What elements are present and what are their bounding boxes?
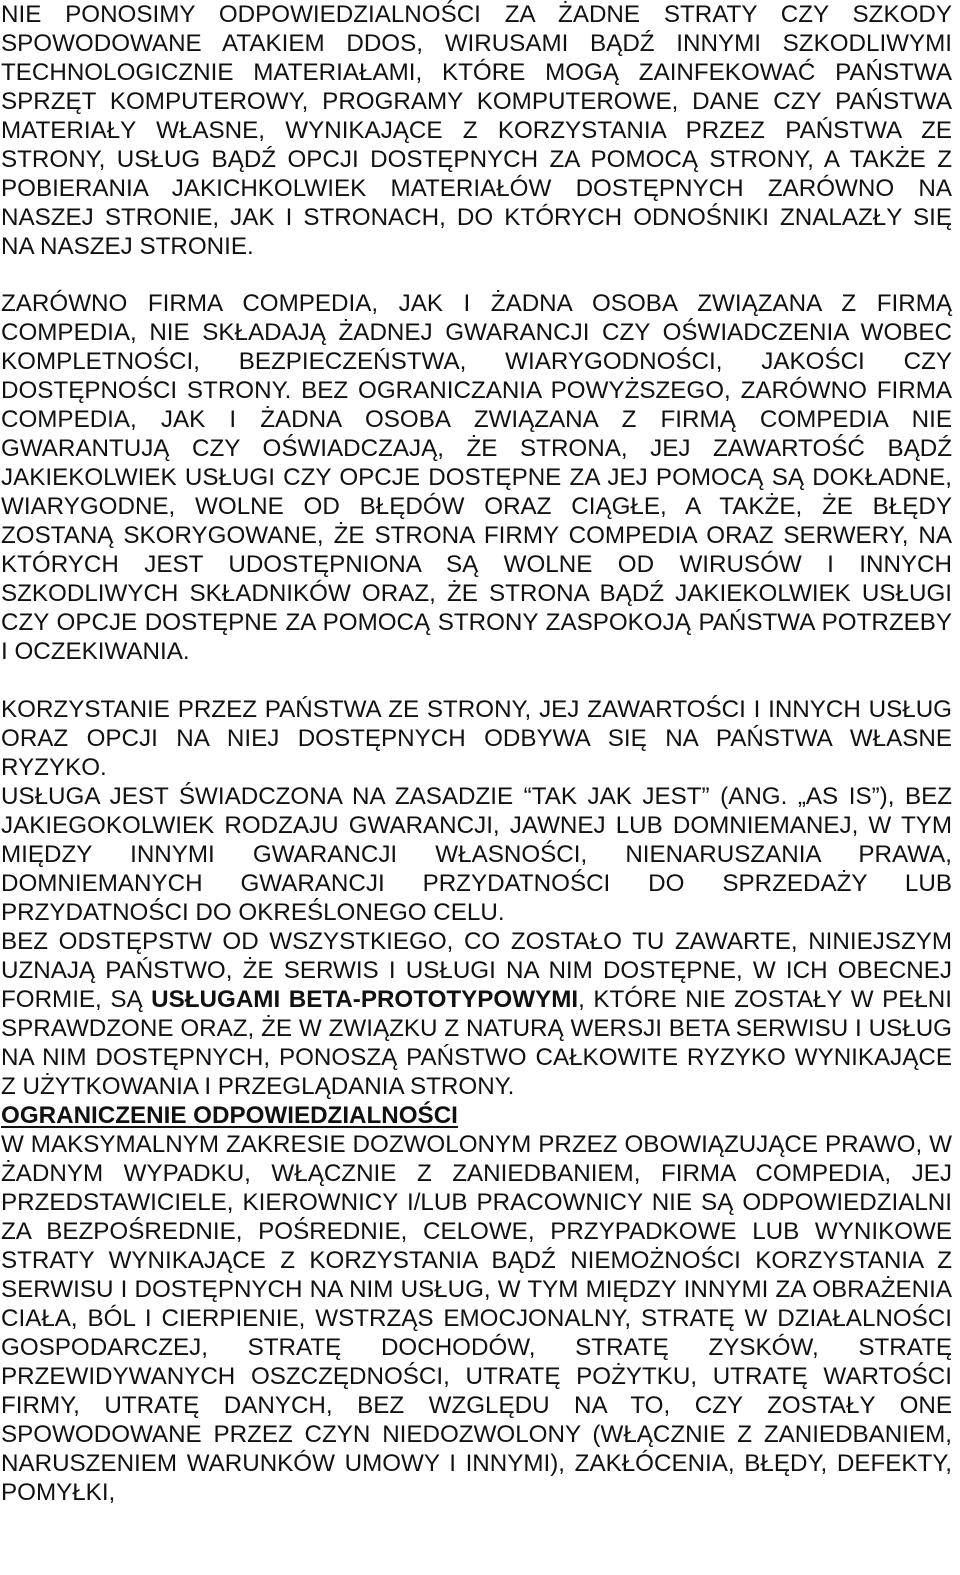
paragraph-own-risk: KORZYSTANIE PRZEZ PAŃSTWA ZE STRONY, JEJ ZAWARTOŚCI I INNYCH USŁUG ORAZ OPCJI NA NIEJ DOSTĘPNYCH ODBYWA SIĘ NA PAŃSTWA WŁASNE RYZYKO.: [1, 696, 952, 781]
paragraph-no-warranty: ZARÓWNO FIRMA COMPEDIA, JAK I ŻADNA OSOBA ZWIĄZANA Z FIRMĄ COMPEDIA, NIE SKŁADAJĄ ŻADNEJ GWARANCJI CZY OŚWIADCZENIA WOBEC KOMPLETNOŚCI, BEZPIECZEŃSTWA, WIARYGODNOŚCI, JAKOŚCI CZY DOSTĘPNOŚCI STRONY. BEZ OGRANICZANIA POWYŻSZEGO, ZARÓWNO FIRMA COMPEDIA, JAK I ŻADNA OSOBA ZWIĄZANA Z FIRMĄ COMPEDIA NIE GWARANTUJĄ CZY OŚWIADCZAJĄ, ŻE STRONA, JEJ ZAWARTOŚĆ BĄDŹ JAKIEKOLWIEK USŁUGI CZY OPCJE DOSTĘPNE ZA JEJ POMOCĄ SĄ DOKŁADNE, WIARYGODNE, WOLNE OD BŁĘDÓW ORAZ CIĄGŁE, A TAKŻE, ŻE BŁĘDY ZOSTANĄ SKORYGOWANE, ŻE STRONA FIRMY COMPEDIA ORAZ SERWERY, NA KTÓRYCH JEST UDOSTĘPNIONA SĄ WOLNE OD WIRUSÓW I INNYCH SZKODLIWYCH SKŁADNIKÓW ORAZ, ŻE STRONA BĄDŹ JAKIEKOLWIEK USŁUGI CZY OPCJE DOSTĘPNE ZA POMOCĄ STRONY ZASPOKOJĄ PAŃSTWA POTRZEBY I OCZEKIWANIA.: [1, 290, 952, 665]
beta-emphasis: USŁUGAMI BETA-PROTOTYPOWYMI: [151, 986, 579, 1013]
section-heading-limitation: OGRANICZENIE ODPOWIEDZIALNOŚCI: [1, 1102, 458, 1129]
beta-text-after: , KTÓRE NIE ZOSTAŁY W PEŁNI SPRAWDZONE ORAZ, ŻE W ZWIĄZKU Z NATURĄ WERSJI BETA SERWISU I USŁUG NA NIM DOSTĘPNYCH, PONOSZĄ PAŃSTWO CAŁKOWITE RYZYKO WYNIKAJĄCE Z UŻYTKOWANIA I PRZEGLĄDANIA STRONY.: [1, 986, 952, 1100]
paragraph-beta-services: [1, 927, 952, 1101]
paragraph-liability-malware: NIE PONOSIMY ODPOWIEDZIALNOŚCI ZA ŻADNE STRATY CZY SZKODY SPOWODOWANE ATAKIEM DDOS, WIRUSAMI BĄDŹ INNYMI SZKODLIWYMI TECHNOLOGICZNIE MATERIAŁAMI, KTÓRE MOGĄ ZAINFEKOWAĆ PAŃSTWA SPRZĘT KOMPUTEROWY, PROGRAMY KOMPUTEROWE, DANE CZY PAŃSTWA MATERIAŁY WŁASNE, WYNIKAJĄCE Z KORZYSTANIA PRZEZ PAŃSTWA ZE STRONY, USŁUG BĄDŹ OPCJI DOSTĘPNYCH ZA POMOCĄ STRONY, A TAKŻE Z POBIERANIA JAKICHKOLWIEK MATERIAŁÓW DOSTĘPNYCH ZARÓWNO NA NASZEJ STRONIE, JAK I STRONACH, DO KTÓRYCH ODNOŚNIKI ZNALAZŁY SIĘ NA NASZEJ STRONIE.: [1, 1, 952, 260]
paragraph-as-is: USŁUGA JEST ŚWIADCZONA NA ZASADZIE “TAK JAK JEST” (ANG. „AS IS”), BEZ JAKIEGOKOLWIEK RODZAJU GWARANCJI, JAWNEJ LUB DOMNIEMANEJ, W TYM MIĘDZY INNYMI GWARANCJI WŁASNOŚCI, NIENARUSZANIA PRAWA, DOMNIEMANYCH GWARANCJI PRZYDATNOŚCI DO SPRZEDAŻY LUB PRZYDATNOŚCI DO OKREŚLONEGO CELU.: [1, 783, 952, 926]
beta-text-before: BEZ ODSTĘPSTW OD WSZYSTKIEGO, CO ZOSTAŁO TU ZAWARTE, NINIEJSZYM UZNAJĄ PAŃSTWO, ŻE SERWIS I USŁUGI NA NIM DOSTĘPNE, W ICH OBECNEJ FORMIE, SĄ: [1, 928, 952, 1013]
paragraph-limitation-of-liability: W MAKSYMALNYM ZAKRESIE DOZWOLONYM PRZEZ OBOWIĄZUJĄCE PRAWO, W ŻADNYM WYPADKU, WŁĄCZNIE Z ZANIEDBANIEM, FIRMA COMPEDIA, JEJ PRZEDSTAWICIELE, KIEROWNICY I/LUB PRACOWNICY NIE SĄ ODPOWIEDZIALNI ZA BEZPOŚREDNIE, POŚREDNIE, CELOWE, PRZYPADKOWE LUB WYNIKOWE STRATY WYNIKAJĄCE Z KORZYSTANIA BĄDŹ NIEMOŻNOŚCI KORZYSTANIA Z SERWISU I DOSTĘPNYCH NA NIM USŁUG, W TYM MIĘDZY INNYMI ZA OBRAŻENIA CIAŁA, BÓL I CIERPIENIE, WSTRZĄS EMOCJONALNY, STRATĘ W DZIAŁALNOŚCI GOSPODARCZEJ, STRATĘ DOCHODÓW, STRATĘ ZYSKÓW, STRATĘ PRZEWIDYWANYCH OSZCZĘDNOŚCI, UTRATĘ POŻYTKU, UTRATĘ WARTOŚCI FIRMY, UTRATĘ DANYCH, BEZ WZGLĘDU NA TO, CZY ZOSTAŁY ONE SPOWODOWANE PRZEZ CZYN NIEDOZWOLONY (WŁĄCZNIE Z ZANIEDBANIEM, NARUSZENIEM WARUNKÓW UMOWY I INNYMI), ZAKŁÓCENIA, BŁĘDY, DEFEKTY, POMYŁKI,: [1, 1131, 952, 1506]
